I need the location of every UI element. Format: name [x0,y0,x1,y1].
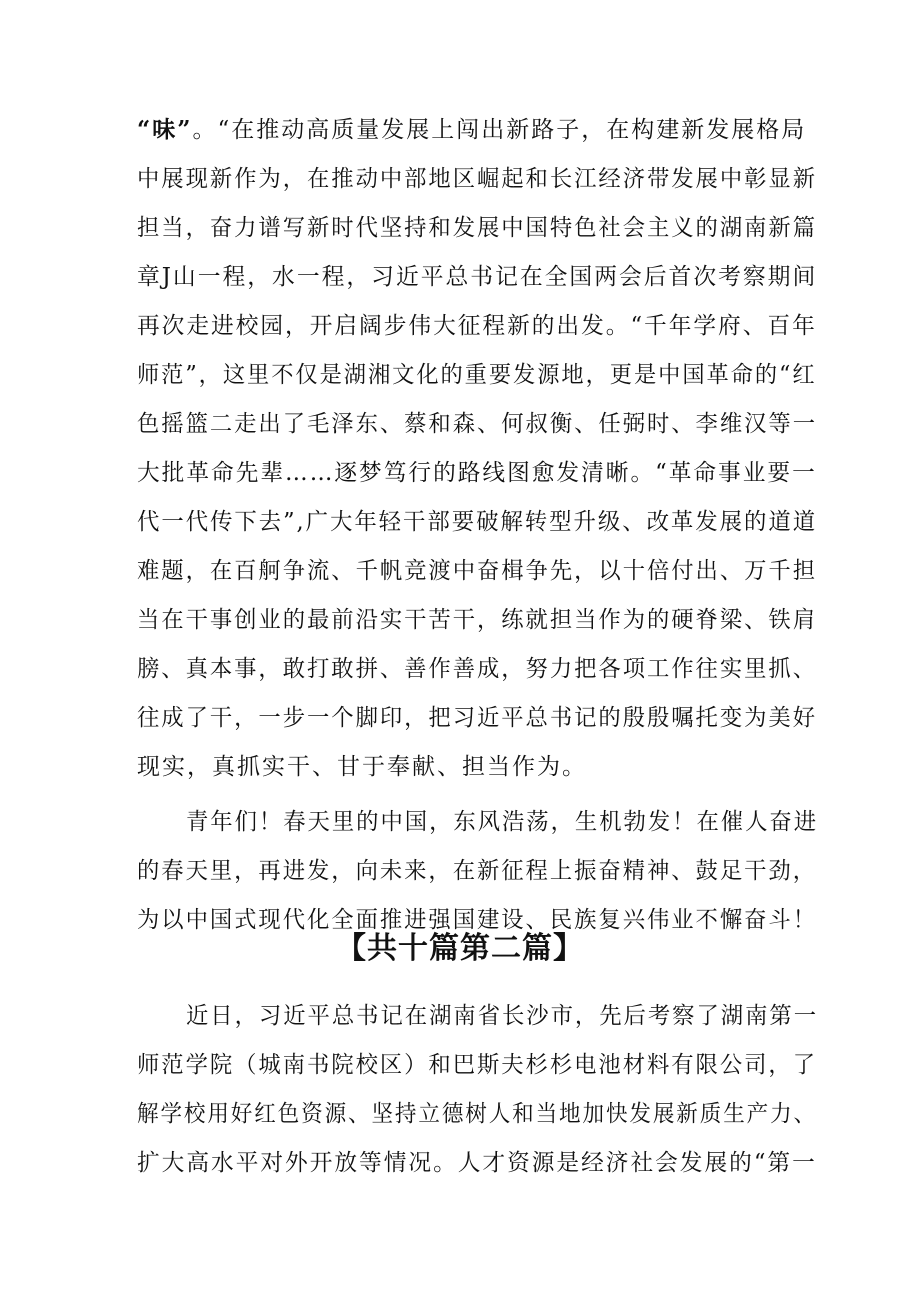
paragraph-line: 当在干事创业的最前沿实干苦干，练就担当作为的硬脊梁、铁肩 [137,607,817,633]
paragraph-line: 大批革命先辈……逐梦笃行的路线图愈发清晰。“革命事业要一 [137,460,817,486]
paragraph-line: 解学校用好红色资源、坚持立德树人和当地加快发展新质生产力、 [137,1101,817,1127]
paragraph-line: 青年们！春天里的中国，东风浩荡，生机勃发！在催人奋进 [186,809,818,835]
paragraph-line: 为以中国式现代化全面推进强国建设、民族复兴伟业不懈奋斗！ [137,907,817,933]
paragraph-line: 往成了干，一步一个脚印，把习近平总书记的殷殷嘱托变为美好 [137,705,817,731]
line-text: 。“在推动高质量发展上闯出新路子，在构建新发展格局 [192,117,807,143]
paragraph-line: 师范”，这里不仅是湖湘文化的重要发源地，更是中国革命的“红 [137,362,817,388]
paragraph-line: 的春天里，再进发，向未来，在新征程上振奋精神、鼓足干劲， [137,858,817,884]
paragraph-line: 色摇篮二走出了毛泽东、蔡和森、何叔衡、任弼时、李维汉等一 [137,411,817,437]
quoted-word: “味” [137,116,193,143]
paragraph-line: 膀、真本事，敢打敢拼、善作善成，努力把各项工作往实里抓、 [137,656,817,682]
paragraph-line [137,114,817,146]
paragraph-line: 扩大高水平对外开放等情况。人才资源是经济社会发展的“第一 [137,1150,817,1176]
section-heading: 【共十篇第二篇】 [336,931,584,966]
paragraph-line: 章J山一程，水一程，习近平总书记在全国两会后首次考察期间 [137,264,818,290]
paragraph-line: 担当，奋力谱写新时代坚持和发展中国特色社会主义的湖南新篇 [137,215,817,241]
paragraph-line: 师范学院（城南书院校区）和巴斯夫杉杉电池材料有限公司，了 [137,1052,817,1078]
paragraph-line: 近日，习近平总书记在湖南省长沙市，先后考察了湖南第一 [186,1003,818,1029]
paragraph-line: 代一代传下去”,广大年轻干部要破解转型升级、改革发展的道道 [137,509,818,535]
paragraph-line: 再次走进校园，开启阔步伟大征程新的出发。“千年学府、百年 [137,313,817,339]
paragraph-line: 难题，在百舸争流、千帆竞渡中奋楫争先，以十倍付出、万千担 [137,558,817,584]
paragraph-line: 现实，真抓实干、甘于奉献、担当作为。 [137,754,587,780]
paragraph-line: 中展现新作为，在推动中部地区崛起和长江经济带发展中彰显新 [137,166,817,192]
